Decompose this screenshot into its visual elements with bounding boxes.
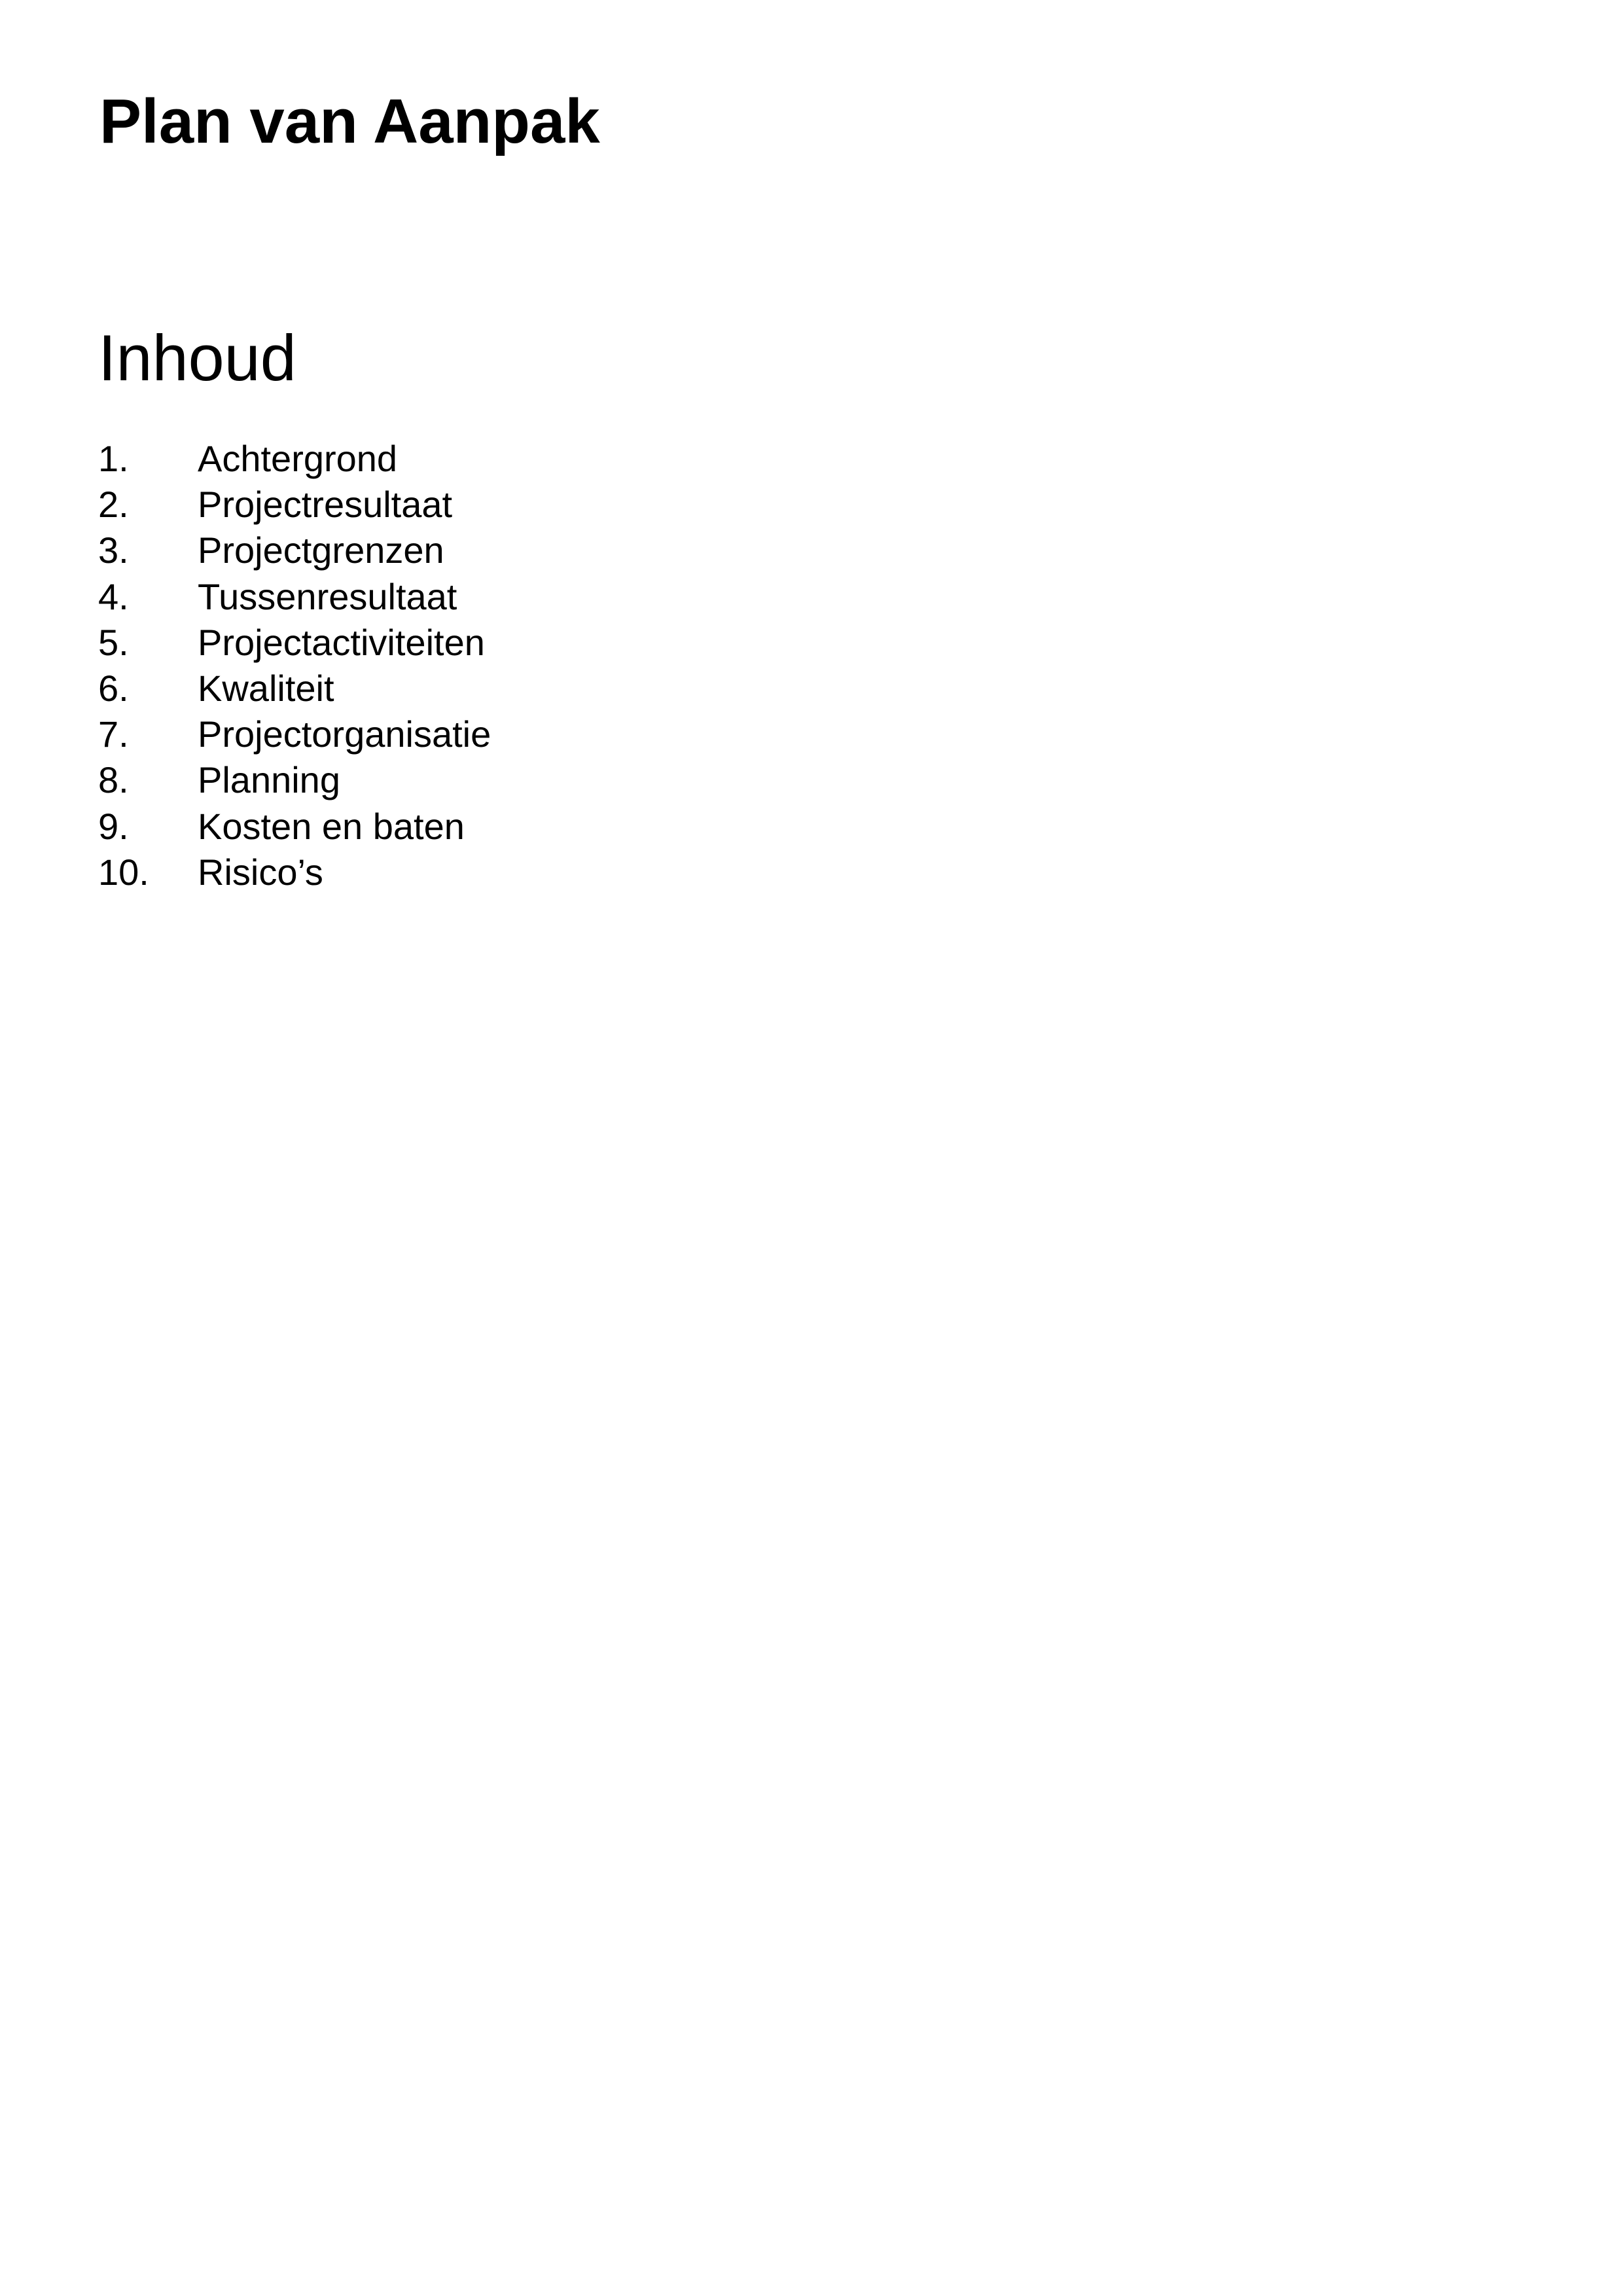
toc-item-number: 6. xyxy=(98,667,129,709)
toc-item-risicos xyxy=(98,850,491,895)
toc-item-number: 2. xyxy=(98,484,129,526)
toc-item-number: 4. xyxy=(98,575,129,617)
toc-item-label: Projectgrenzen xyxy=(198,529,444,571)
toc-item-label: Risico’s xyxy=(198,851,323,893)
toc-item-label: Kosten en baten xyxy=(198,805,465,847)
toc-item-label: Achtergrond xyxy=(198,438,398,479)
toc-item-tussenresultaat xyxy=(98,574,491,620)
toc-item-number: 9. xyxy=(98,805,129,847)
document-title: Plan van Aanpak xyxy=(99,86,600,156)
toc-item-label: Tussenresultaat xyxy=(198,575,457,617)
toc-item-projectorganisatie xyxy=(98,711,491,757)
toc-item-projectactiviteiten xyxy=(98,620,491,666)
toc-item-label: Kwaliteit xyxy=(198,667,334,709)
toc-item-projectresultaat xyxy=(98,482,491,528)
toc-item-kwaliteit xyxy=(98,666,491,711)
table-of-contents xyxy=(98,436,491,895)
toc-item-kosten-en-baten xyxy=(98,804,491,850)
toc-item-number: 5. xyxy=(98,621,129,663)
toc-item-planning xyxy=(98,757,491,803)
toc-item-label: Projectactiviteiten xyxy=(198,621,485,663)
toc-item-projectgrenzen xyxy=(98,528,491,573)
toc-item-label: Planning xyxy=(198,759,340,801)
toc-item-number: 3. xyxy=(98,529,129,571)
toc-item-number: 7. xyxy=(98,713,129,755)
toc-item-label: Projectresultaat xyxy=(198,484,453,526)
toc-item-number: 10. xyxy=(98,851,149,893)
toc-item-number: 8. xyxy=(98,759,129,801)
toc-item-label: Projectorganisatie xyxy=(198,713,491,755)
toc-item-achtergrond xyxy=(98,436,491,482)
toc-heading: Inhoud xyxy=(98,321,296,394)
toc-item-number: 1. xyxy=(98,438,129,479)
